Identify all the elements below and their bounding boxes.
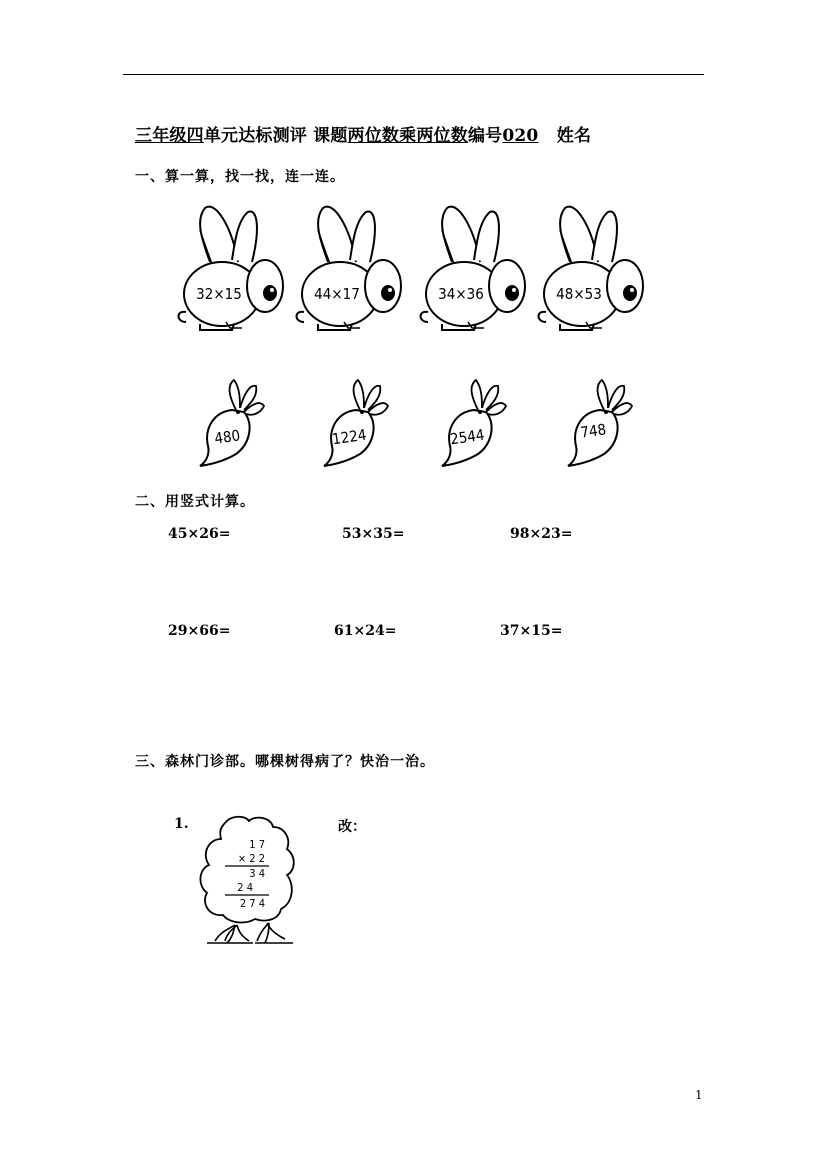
radish-3[interactable] bbox=[442, 380, 506, 466]
radishes-group bbox=[190, 372, 640, 472]
rabbits-group bbox=[170, 200, 650, 340]
title-unit: 四 bbox=[186, 126, 204, 146]
radish-3-label: 2544 bbox=[449, 425, 486, 449]
rabbit-3-label: 34×36 bbox=[438, 285, 484, 303]
title-topic: 两位数乘两位数 bbox=[347, 126, 468, 146]
page-number: 1 bbox=[695, 1088, 703, 1102]
correction-label: 改： bbox=[338, 819, 366, 835]
rabbit-2-label: 44×17 bbox=[314, 285, 360, 303]
tree-calc-result: 2 7 4 bbox=[239, 897, 265, 910]
problem-6: 37×15= bbox=[500, 623, 563, 639]
rabbit-4[interactable] bbox=[539, 207, 644, 330]
rabbit-1[interactable] bbox=[179, 207, 284, 330]
section2-heading: 二、用竖式计算。 bbox=[135, 494, 255, 510]
rabbit-4-label: 48×53 bbox=[556, 285, 602, 303]
radish-2-label: 1224 bbox=[331, 425, 368, 449]
tree-calc-partial-2: 2 4 bbox=[237, 881, 253, 894]
problem-2: 53×35= bbox=[342, 526, 405, 542]
problem-4: 29×66= bbox=[168, 623, 231, 639]
title-text: 单元达标测评 课题 bbox=[203, 126, 348, 146]
section1-heading: 一、算一算，找一找，连一连。 bbox=[135, 169, 345, 185]
problem-5: 61×24= bbox=[334, 623, 397, 639]
title-grade: 三年级 bbox=[135, 126, 187, 146]
item-number: 1. bbox=[174, 816, 189, 832]
radish-1[interactable] bbox=[200, 380, 264, 466]
tree-calc-partial-1: 3 4 bbox=[249, 867, 265, 880]
rabbit-2[interactable] bbox=[297, 207, 402, 330]
section3-heading: 三、森林门诊部。哪棵树得病了？快治一治。 bbox=[135, 754, 435, 770]
rabbit-3[interactable] bbox=[421, 207, 526, 330]
problem-1: 45×26= bbox=[168, 526, 231, 542]
radish-2[interactable] bbox=[324, 380, 388, 466]
radish-1-label: 480 bbox=[213, 426, 242, 448]
tree-illustration[interactable] bbox=[195, 813, 310, 948]
rabbit-1-label: 32×15 bbox=[196, 285, 242, 303]
page-title bbox=[135, 121, 591, 146]
radish-4-label: 748 bbox=[579, 420, 608, 442]
title-number-label: 编号 bbox=[467, 126, 503, 146]
tree-calc-multiplier: × 2 2 bbox=[237, 852, 265, 865]
title-number: 020 bbox=[502, 126, 539, 146]
title-name-label: 姓名 bbox=[538, 126, 592, 146]
header-rule bbox=[123, 74, 704, 75]
problem-3: 98×23= bbox=[510, 526, 573, 542]
tree-calc-top: 1 7 bbox=[249, 838, 265, 851]
